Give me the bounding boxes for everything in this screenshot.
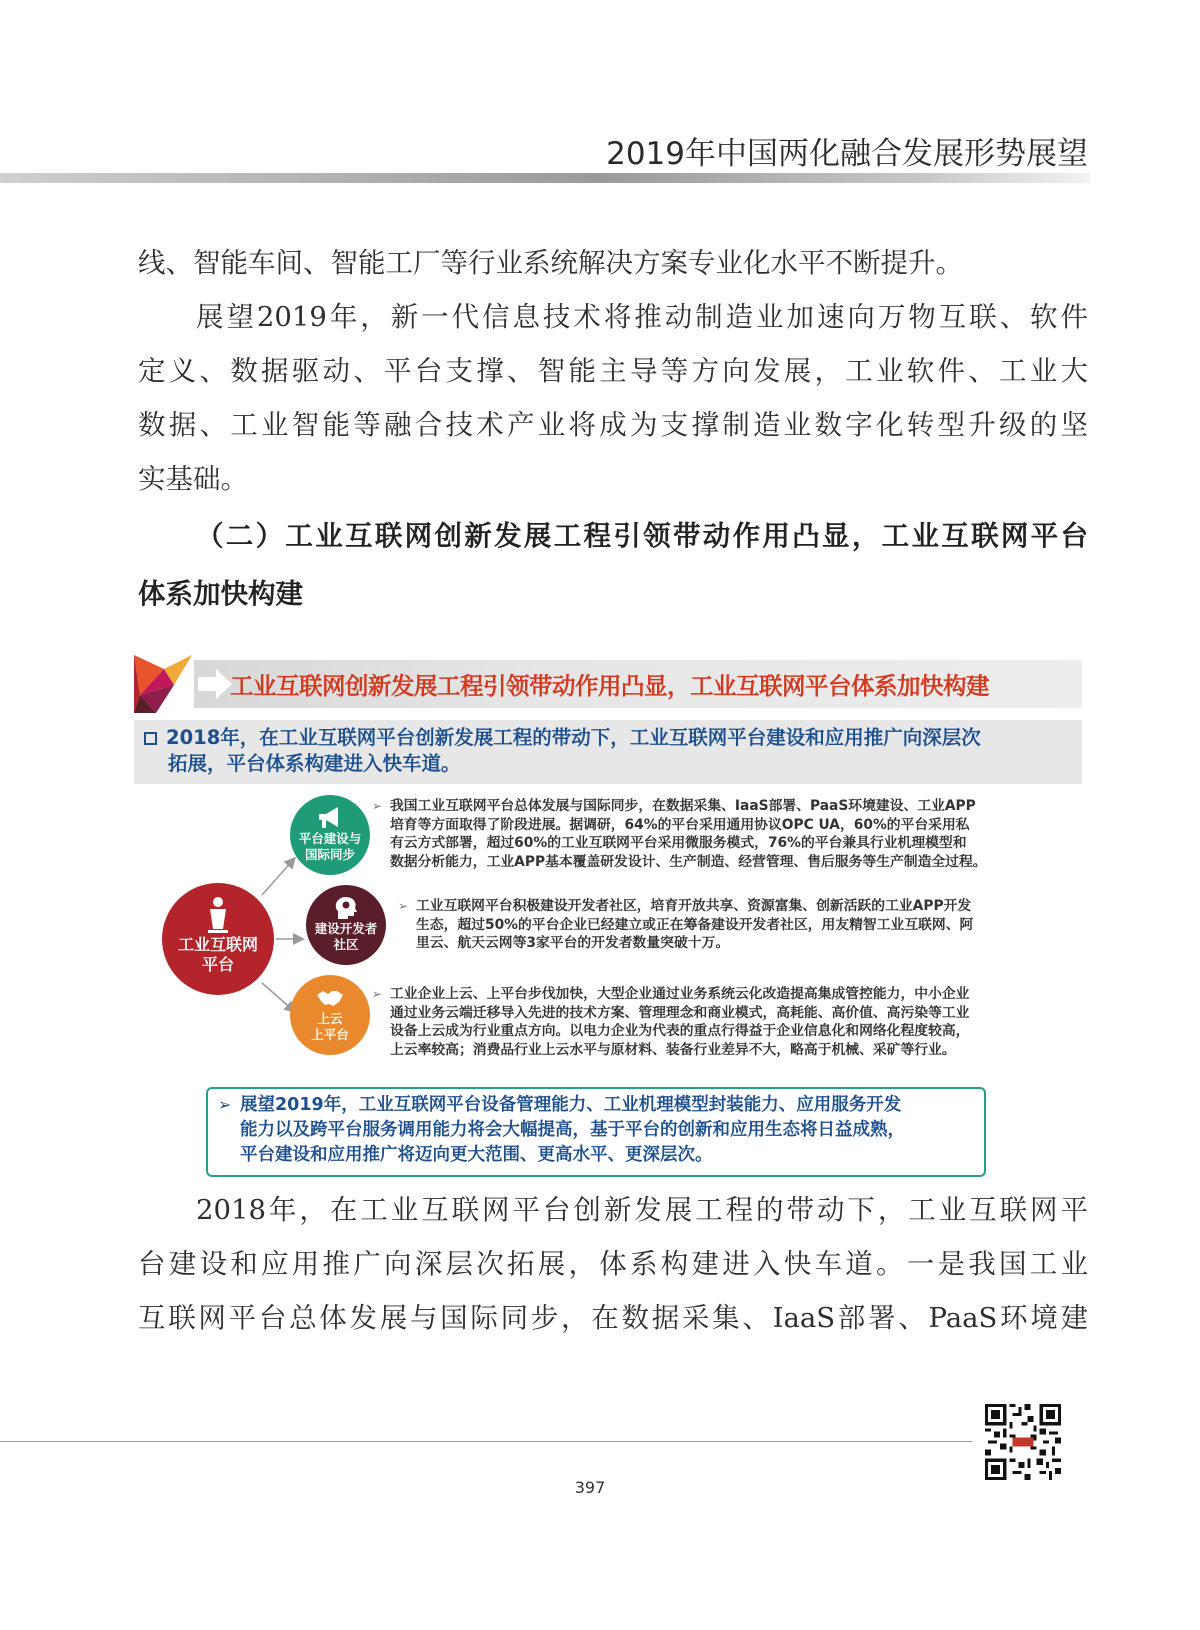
diagram-item-3	[372, 985, 970, 1059]
outlook-line: 能力以及跨平台服务调用能力将会大幅提高，基于平台的创新和应用生态将日益成熟，	[240, 1120, 905, 1140]
platform-diagram	[134, 795, 1082, 1085]
square-bullet-icon	[144, 732, 157, 745]
node-label	[290, 1011, 370, 1043]
diagram-item-line: 里云、航天云网等3家平台的开发者数量突破十万。	[416, 935, 730, 951]
person-icon	[208, 897, 228, 933]
figure-banner	[194, 660, 1082, 708]
qr-code-icon[interactable]	[985, 1404, 1061, 1480]
triangle-logo-icon	[134, 655, 192, 713]
closing-line: 台建设和应用推广向深层次拓展，体系构建进入快车道。一是我国工业	[138, 1248, 1088, 1280]
center-node-label-line: 平台	[201, 955, 234, 974]
outlook-text	[240, 1093, 980, 1168]
summary-line: 拓展，平台体系构建进入快车道。	[168, 752, 461, 775]
running-header-title: 2019年中国两化融合发展形势展望	[606, 136, 1088, 172]
closing-paragraph	[138, 1183, 1088, 1345]
node-cloud-onboarding	[290, 975, 370, 1055]
section-heading-line: （二）工业互联网创新发展工程引领带动作用凸显，工业互联网平台	[196, 520, 1088, 552]
outlook-box	[206, 1087, 986, 1177]
section-heading	[138, 507, 1088, 623]
center-node-label-line: 工业互联网	[177, 935, 258, 954]
center-node-label	[162, 935, 274, 975]
figure-banner-title: 工业互联网创新发展工程引领带动作用凸显，工业互联网平台体系加快构建	[230, 672, 989, 700]
diagram-item-line: 上云率较高；消费品行业上云水平与原材料、装备行业差异不大，略高于机械、采矿等行业。	[390, 1041, 956, 1058]
arrow-bullet-icon: ➢	[372, 799, 383, 813]
node-developer-community	[306, 885, 386, 965]
node-label-line: 国际同步	[304, 847, 355, 862]
diagram-item-line: 有云方式部署，超过60%的工业互联网平台采用微服务模式，76%的平台兼具行业机理模型和	[390, 835, 967, 851]
node-label	[290, 831, 370, 863]
node-label	[306, 921, 386, 953]
figure-summary-box	[134, 720, 1082, 784]
center-node-industrial-internet-platform	[162, 883, 274, 995]
intro-line: 实基础。	[138, 463, 248, 495]
header-divider-bar	[0, 173, 1090, 183]
diagram-item-line: 我国工业互联网平台总体发展与国际同步，在数据采集、IaaS部署、PaaS环境建设、工业APP	[390, 798, 976, 814]
intro-line: 展望2019年，新一代信息技术将推动制造业加速向万物互联、软件	[196, 301, 1088, 333]
intro-line: 数据、工业智能等融合技术产业将成为支撑制造业数字化转型升级的坚	[138, 409, 1088, 441]
outlook-line: 展望2019年，工业互联网平台设备管理能力、工业机理模型封装能力、应用服务开发	[240, 1095, 902, 1115]
intro-line: 定义、数据驱动、平台支撑、智能主导等方向发展，工业软件、工业大	[138, 355, 1088, 387]
node-label-line: 上云	[317, 1011, 343, 1026]
footer-divider	[0, 1441, 972, 1442]
diagram-item-line: 通过业务云端迁移导入先进的技术方案、管理理念和商业模式，高耗能、高价值、高污染等工业	[390, 1004, 970, 1021]
node-label-line: 社区	[333, 937, 359, 952]
intro-line: 线、智能车间、智能工厂等行业系统解决方案专业化水平不断提升。	[138, 247, 963, 279]
head-gear-icon	[332, 895, 360, 921]
section-heading-line: 体系加快构建	[138, 578, 303, 610]
diagram-item-line: 工业互联网平台积极建设开发者社区，培育开放共享、资源富集、创新活跃的工业APP开发	[416, 898, 972, 914]
node-label-line: 平台建设与	[298, 831, 362, 846]
diagram-item-line: 设备上云成为行业重点方向。以电力企业为代表的重点行得益于企业信息化和网络化程度较高，	[390, 1023, 970, 1039]
diagram-item-line: 培育等方面取得了阶段进展。据调研，64%的平台采用通用协议OPC UA，60%的平台采用私	[390, 816, 970, 833]
closing-line: 互联网平台总体发展与国际同步，在数据采集、IaaS部署、PaaS环境建	[138, 1302, 1088, 1334]
node-platform-international-sync	[290, 795, 370, 875]
diagram-item-1	[372, 797, 987, 871]
arrow-bullet-icon: ➢	[398, 899, 409, 913]
diagram-item-line: 工业企业上云、上平台步伐加快，大型企业通过业务系统云化改造提高集成管控能力，中小企业	[390, 986, 970, 1002]
diagram-item-line: 生态，超过50%的平台企业已经建立或正在筹备建设开发者社区，用友精智工业互联网、阿	[416, 916, 974, 933]
megaphone-icon	[316, 805, 344, 831]
closing-line: 2018年，在工业互联网平台创新发展工程的带动下，工业互联网平	[196, 1194, 1088, 1226]
node-label-line: 上平台	[311, 1027, 349, 1042]
arrow-bullet-icon: ➢	[372, 987, 383, 1001]
node-label-line: 建设开发者	[314, 921, 378, 936]
diagram-item-line: 数据分析能力，工业APP基本覆盖研发设计、生产制造、经营管理、售后服务等生产制造全过程。	[390, 853, 987, 870]
infographic-figure	[134, 655, 1084, 1195]
arrow-bullet-icon: ➢	[218, 1095, 232, 1114]
summary-line: 2018年，在工业互联网平台创新发展工程的带动下，工业互联网平台建设和应用推广向深层次	[166, 726, 981, 749]
arrow-right-icon	[198, 669, 232, 699]
intro-paragraph	[138, 236, 1088, 506]
handshake-icon	[316, 985, 344, 1011]
outlook-line: 平台建设和应用推广将迈向更大范围、更高水平、更深层次。	[240, 1145, 713, 1165]
page-number: 397	[574, 1478, 606, 1497]
figure-summary-text	[166, 725, 1071, 777]
diagram-item-2	[398, 897, 974, 953]
